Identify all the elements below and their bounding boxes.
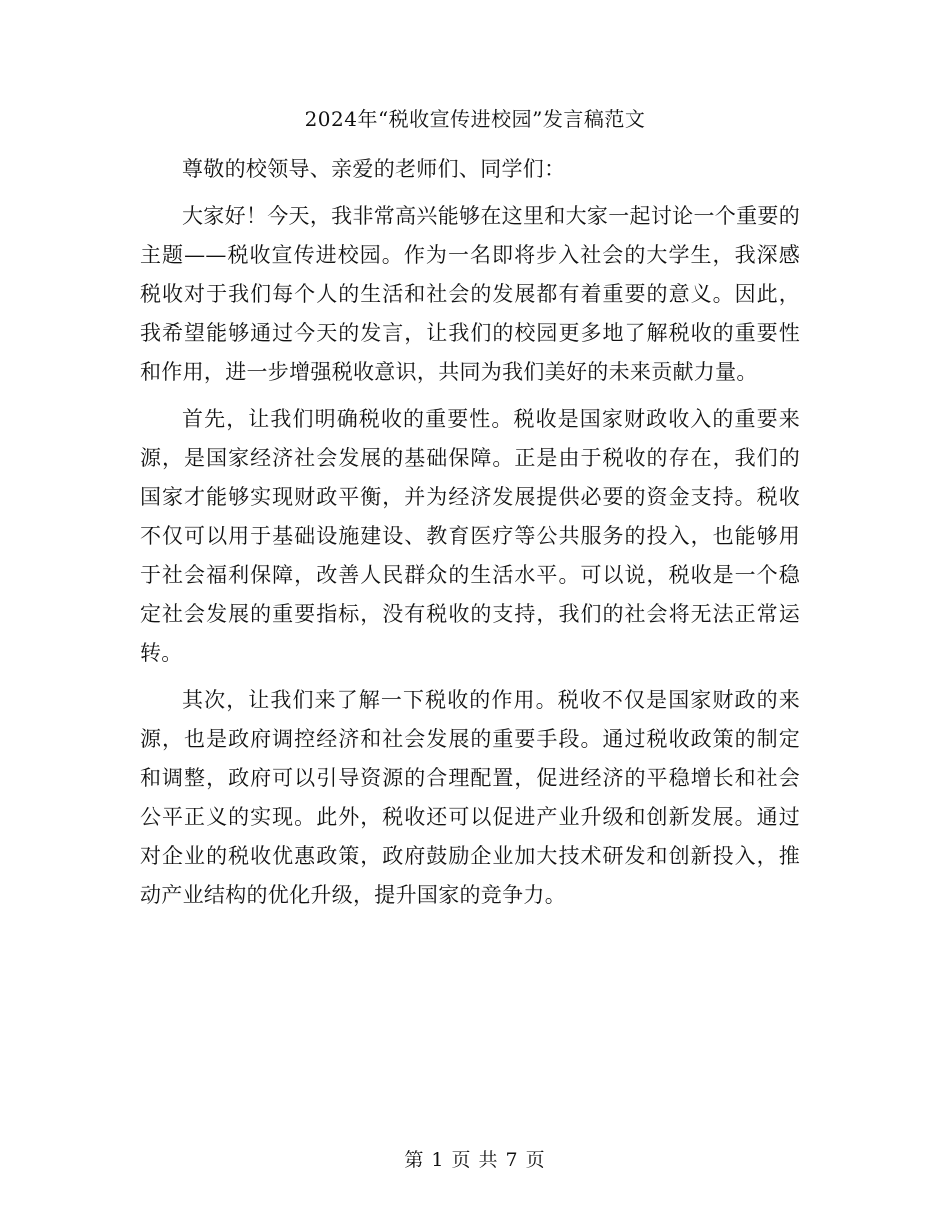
paragraph-2: 首先，让我们明确税收的重要性。税收是国家财政收入的重要来源，是国家经济社会发展的基础保障。正是由于税收的存在，我们的国家才能够实现财政平衡，并为经济发展提供必要的资金支持。税收不仅可以用于基础设施建设、教育医疗等公共服务的投入，也能够用于社会福利保障，改善人民群众的生活水平。可以说，税收是一个稳定社会发展的重要指标，没有税收的支持，我们的社会将无法正常运转。: [140, 407, 800, 665]
salutation: 尊敬的校领导、亲爱的老师们、同学们：: [182, 157, 566, 181]
paragraph-1: 大家好！今天，我非常高兴能够在这里和大家一起讨论一个重要的主题——税收宣传进校园。作为一名即将步入社会的大学生，我深感税收对于我们每个人的生活和社会的发展都有着重要的意义。因此，我希望能够通过今天的发言，让我们的校园更多地了解税收的重要性和作用，进一步增强税收意识，共同为我们美好的未来贡献力量。: [140, 204, 800, 384]
paragraph-3: 其次，让我们来了解一下税收的作用。税收不仅是国家财政的来源，也是政府调控经济和社会发展的重要手段。通过税收政策的制定和调整，政府可以引导资源的合理配置，促进经济的平稳增长和社会公平正义的实现。此外，税收还可以促进产业升级和创新发展。通过对企业的税收优惠政策，政府鼓励企业加大技术研发和创新投入，推动产业结构的优化升级，提升国家的竞争力。: [140, 688, 800, 907]
document-title: 2024年“税收宣传进校园”发言稿范文: [304, 107, 646, 131]
document-body: [140, 150, 800, 915]
page-number: 第 1 页 共 7 页: [404, 1149, 546, 1171]
